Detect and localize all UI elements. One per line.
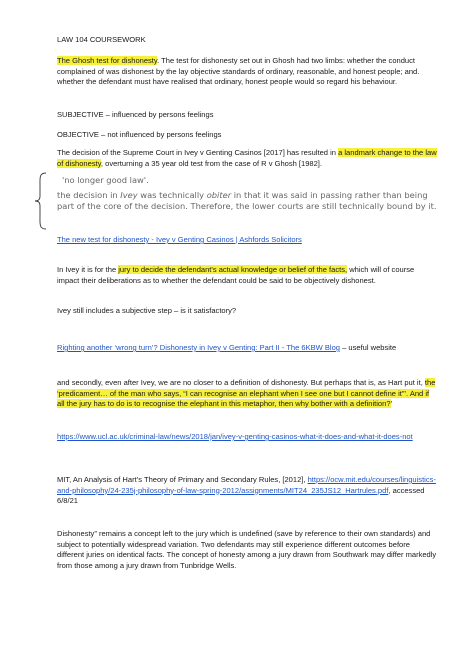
ucl-link[interactable]: https://www.ucl.ac.uk/criminal-law/news/2018/jan/ivey-v-genting-casinos-what-it-does-and-what-it-does-not (57, 432, 413, 441)
link2-suffix: – useful website (340, 343, 397, 352)
jury-text-before: In Ivey it is for the (57, 265, 119, 274)
6kbw-blog-link[interactable]: Righting another ‘wrong turn’? Dishonesty in Ivey v Genting: Part II - The 6KBW Blog (57, 343, 341, 352)
quote-obiter-text-b: was technically (137, 190, 207, 200)
ivey-paragraph (57, 148, 437, 169)
jury-text-after: which will of course impact their deliberations as to whether the defendant could be said to be objectively dishonest. (57, 265, 415, 285)
link3-line (57, 432, 437, 443)
mit-text-before: MIT, An Analysis of Hart’s Theory of Primary and Secondary Rules, [2012], (57, 475, 308, 484)
subjective-step-question: Ivey still includes a subjective step – is it satisfactory? (57, 306, 237, 315)
mit-link[interactable]: https://ocw.mit.edu/courses/linguistics-and-philosophy/24-235j-philosophy-of-law-spring-2012/assignments/MIT24_235JS12_Hartrules.pdf (57, 475, 436, 495)
link2-line (57, 343, 437, 354)
quote-obiter (57, 190, 437, 212)
final-paragraph: Dishonesty” remains a concept left to the jury which is undefined (save by reference to their own standards) and subject to potentially widespread variation. Two defendants may still experience different outcomes before different juries on identical facts. The concept of honesty among a jury drawn from Southwark may differ markedly from those among a jury drawn from Tunbridge Wells. (57, 529, 437, 570)
ivey-text-before: The decision of the Supreme Court in Ivey v Genting Casinos [2017] has resulted in (57, 148, 339, 157)
curly-bracket-icon (34, 172, 48, 230)
hart-text-after: ’ (390, 399, 393, 408)
ashfords-link[interactable]: The new test for dishonesty - Ivey v Genting Casinos | Ashfords Solicitors (57, 235, 302, 244)
objective-definition: OBJECTIVE – not influenced by persons feelings (57, 130, 222, 139)
jury-highlight: jury to decide the defendant's actual knowledge or belief of the facts, (118, 265, 348, 274)
link1-line (57, 235, 437, 246)
quote-obiter-text-c: in that it was said in passing rather than being part of the core of the decision. Therefore, the lower courts are still technically bound by it. (57, 190, 437, 212)
ivey-text-after: , overturning a 35 year old test from the case of R v Ghosh [1982]. (100, 158, 322, 168)
quote-no-longer-good-law: 'no longer good law'. (62, 175, 149, 185)
quote-obiter-italic-obiter: obiter (206, 190, 232, 200)
hart-text-before: and secondly, even after Ivey, we are no closer to a definition of dishonesty. But perhaps that is, as Hart put it, (57, 378, 425, 387)
jury-paragraph (57, 265, 437, 286)
quote-obiter-text-a: the decision in (57, 190, 121, 200)
doc-title: LAW 104 COURSEWORK (57, 35, 146, 44)
hart-highlight: the ‘predicament… of the man who says, “I can recognise an elephant when I see one but I cannot define it”’. And if all the jury has to do is to recognise the elephant in this metaphor, then why bother with a definition? (57, 378, 436, 408)
quote-obiter-italic-ivey: Ivey (120, 190, 138, 200)
mit-citation (57, 475, 437, 507)
mit-text-after: , accessed 6/8/21 (57, 485, 425, 505)
ghosh-paragraph (57, 56, 437, 88)
ivey-highlight: a landmark change to the law of dishonesty (57, 148, 437, 168)
subjective-definition: SUBJECTIVE – influenced by persons feelings (57, 110, 214, 119)
ghosh-highlight: The Ghosh test for dishonesty (57, 56, 158, 65)
hart-paragraph (57, 378, 437, 410)
ghosh-text: . The test for dishonesty set out in Ghosh had two limbs: whether the conduct complained of was dishonest by the lay objective standards of ordinary, reasonable, and honest people; and. whether the defendant must have realised that ordinary, honest people would so regard his behaviour. (57, 56, 420, 86)
